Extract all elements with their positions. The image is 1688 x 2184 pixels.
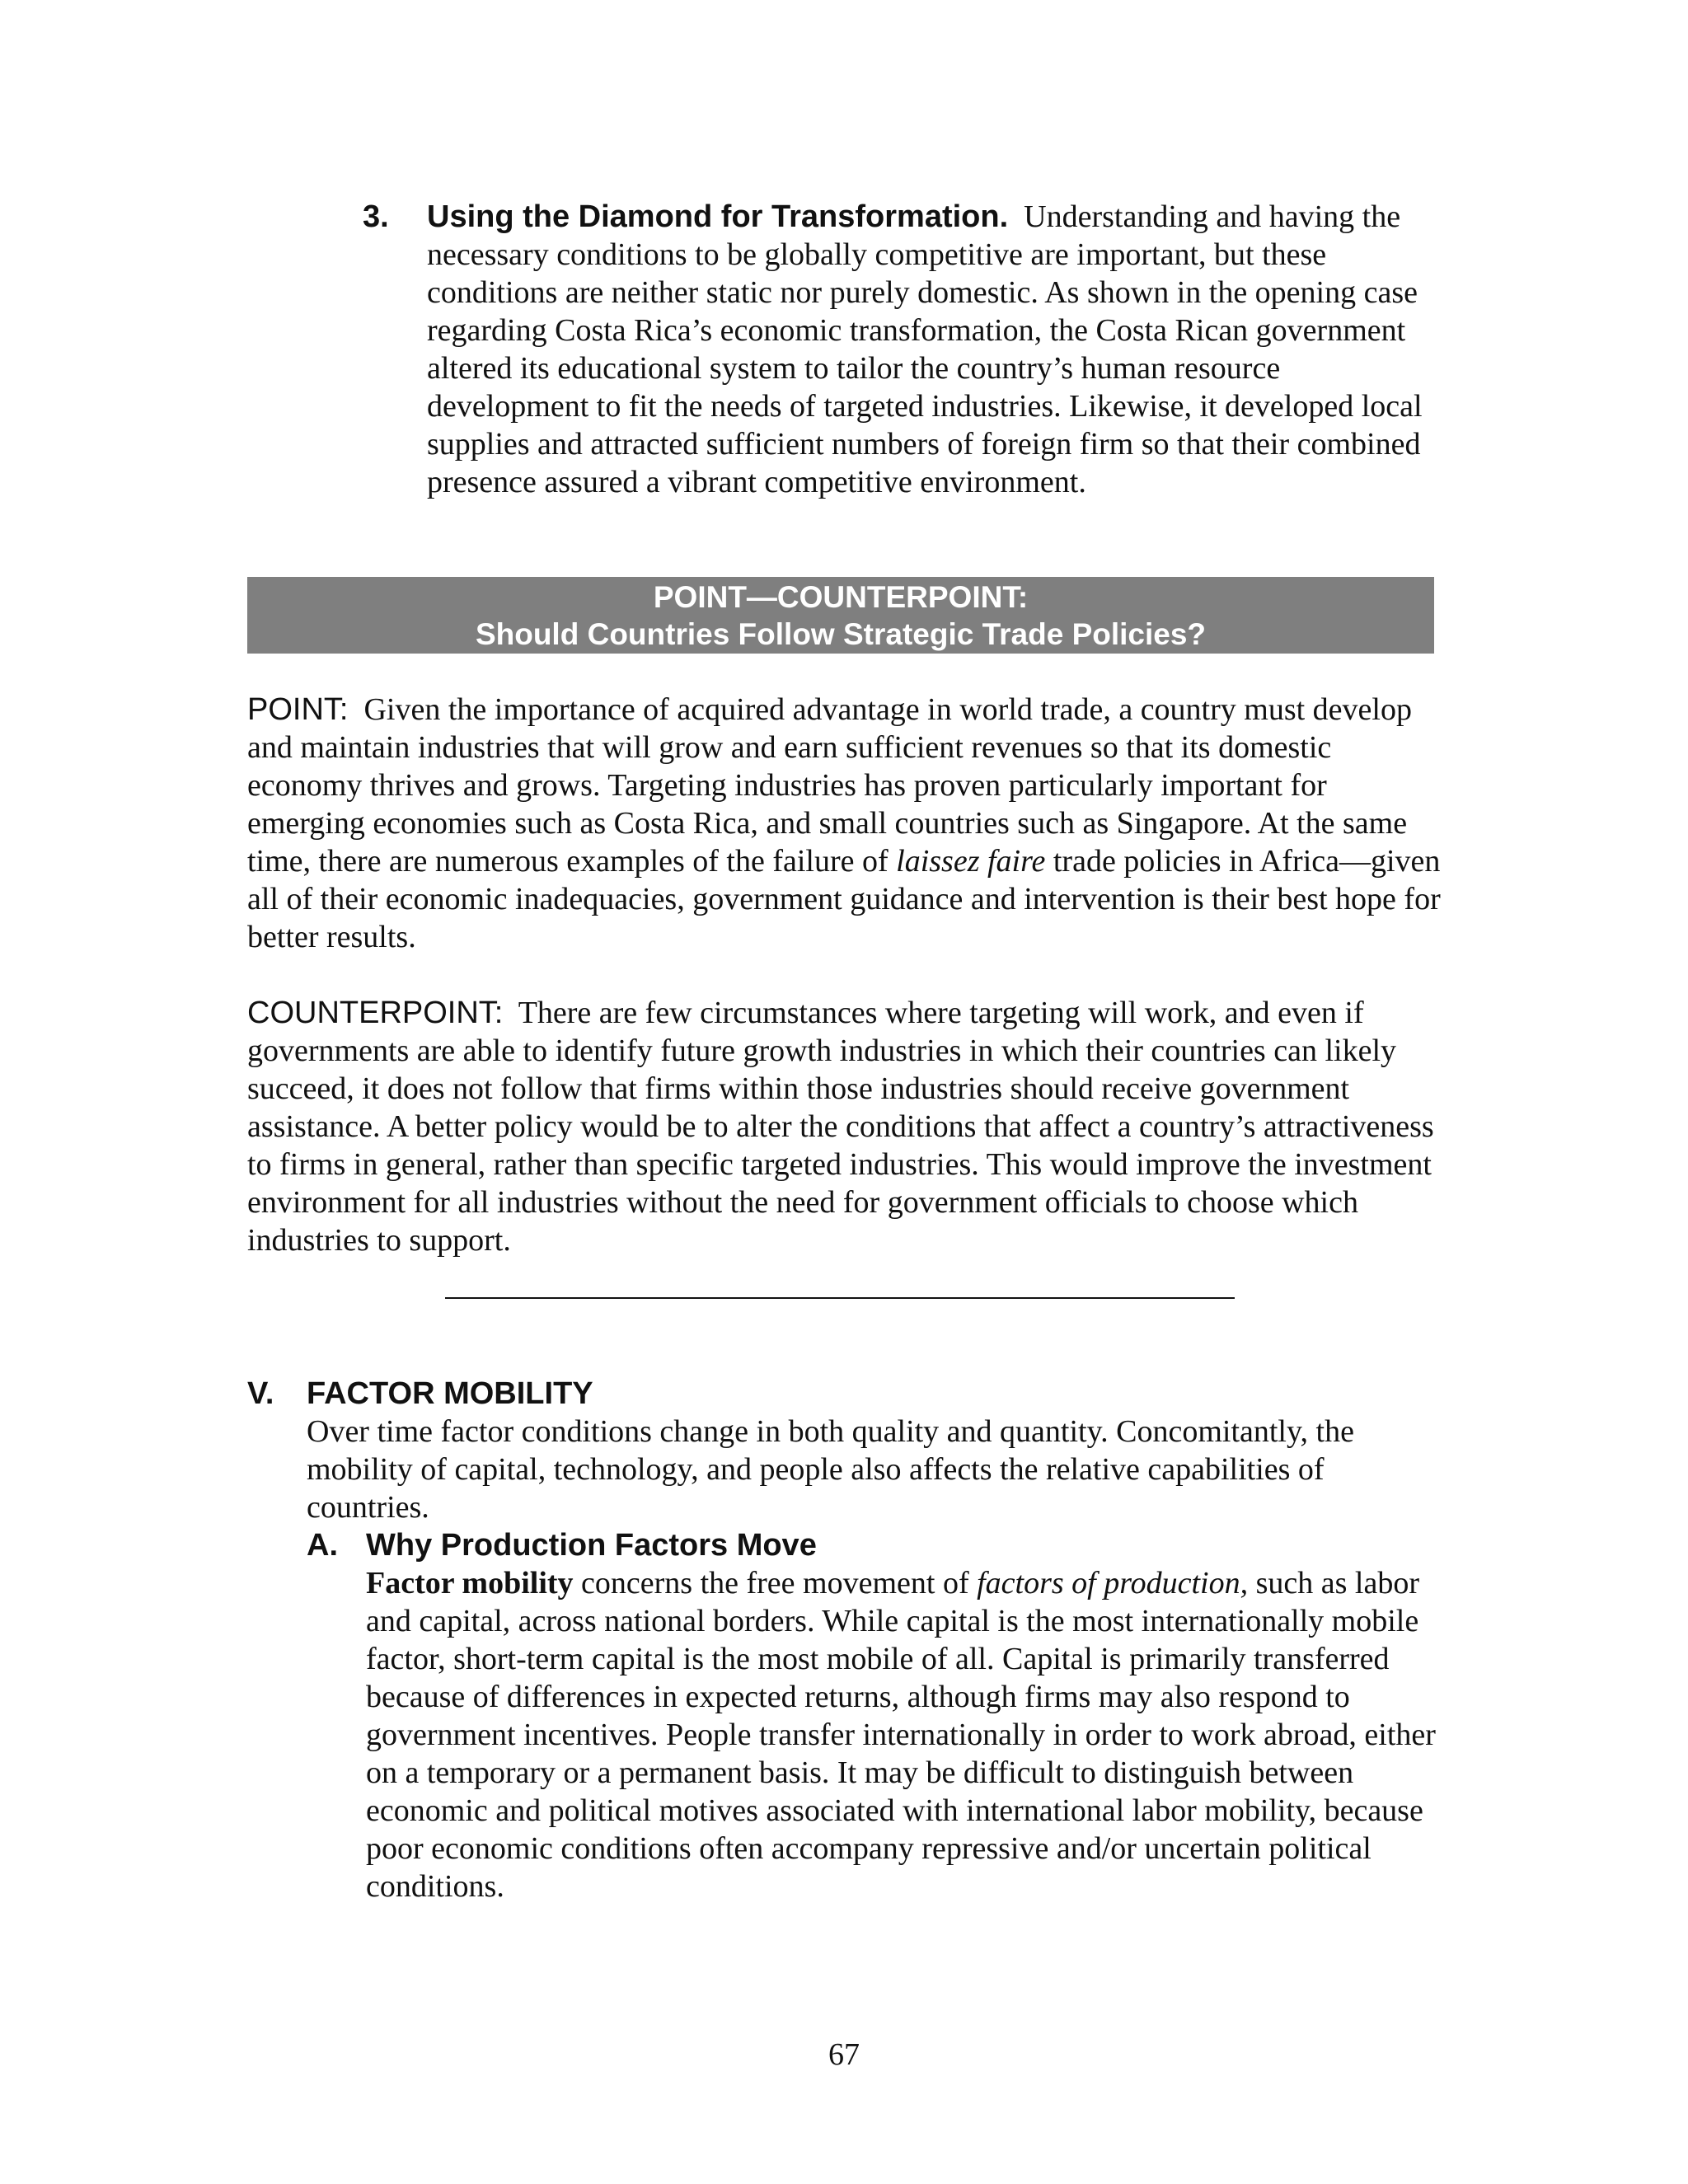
subsection-a-body — [366, 1564, 1437, 1905]
section-v-label: V. — [247, 1376, 274, 1411]
subsection-a-italic-term: factors of production, — [977, 1566, 1249, 1601]
point-italic-term: laissez faire — [896, 844, 1046, 879]
banner-title: POINT—COUNTERPOINT: — [653, 580, 1029, 614]
page-number: 67 — [828, 2037, 860, 2072]
subsection-a-label: A. — [307, 1528, 338, 1563]
point-text-part2: trade policies in Africa—given all of their economic inadequacies, government guidance and intervention is their best hope for better results. — [247, 844, 1441, 954]
banner-subtitle: Should Countries Follow Strategic Trade Policies? — [475, 617, 1207, 651]
list-item-text: Understanding and having the necessary conditions to be globally competitive are important, but these conditions are neither static nor purely domestic. As shown in the opening case regarding Costa Rica’s economic transformation, the Costa Rican government altered its educational system to tailor the country’s human resource development to fit the needs of targeted industries. Likewise, it developed local supplies and attracted sufficient numbers of foreign firm so that their combined presence assured a vibrant competitive environment. — [427, 199, 1423, 499]
counterpoint-label: COUNTERPOINT: — [247, 996, 504, 1030]
section-v-title: FACTOR MOBILITY — [307, 1376, 593, 1411]
list-item-body — [427, 198, 1432, 501]
point-paragraph — [247, 691, 1442, 956]
subsection-a-text-part2: such as labor and capital, across national borders. While capital is the most internationally mobile factor, short-term capital is the most mobile of all. Capital is primarily transferred because of differences in expected returns, although firms may also respond to government incentives. People transfer internationally in order to work abroad, either on a temporary or a permanent basis. It may be difficult to distinguish between economic and political motives associated with international labor mobility, because poor economic conditions often accompany repressive and/or uncertain political conditions. — [366, 1566, 1436, 1904]
counterpoint-paragraph — [247, 994, 1442, 1259]
list-item-number: 3. — [363, 199, 389, 234]
subsection-a-term: Factor mobility — [366, 1566, 574, 1601]
point-counterpoint-banner — [247, 577, 1434, 654]
list-item-heading: Using the Diamond for Transformation. — [427, 199, 1009, 234]
section-divider — [445, 1297, 1235, 1299]
section-v-intro: Over time factor conditions change in both quality and quantity. Concomitantly, the mobility of capital, technology, and people also affects the relative capabilities of countries. — [307, 1414, 1354, 1525]
point-text-part1: Given the importance of acquired advantage in world trade, a country must develop and maintain industries that will grow and earn sufficient revenues so that its domestic economy thrives and grows. Targeting industries has proven particularly important for emerging economies such as Costa Rica, and small countries such as Singapore. At the same time, there are numerous examples of the failure of — [247, 692, 1412, 879]
subsection-a-title: Why Production Factors Move — [366, 1528, 817, 1563]
subsection-a-text-part1: concerns the free movement of — [581, 1566, 969, 1601]
point-label: POINT: — [247, 692, 349, 727]
counterpoint-text: There are few circumstances where targeting will work, and even if governments are able to identify future growth industries in which their countries can likely succeed, it does not follow that firms within those industries should receive government assistance. A better policy would be to alter the conditions that affect a country’s attractiveness to firms in general, rather than specific targeted industries. This would improve the investment environment for all industries without the need for government officials to choose which industries to support. — [247, 996, 1434, 1258]
